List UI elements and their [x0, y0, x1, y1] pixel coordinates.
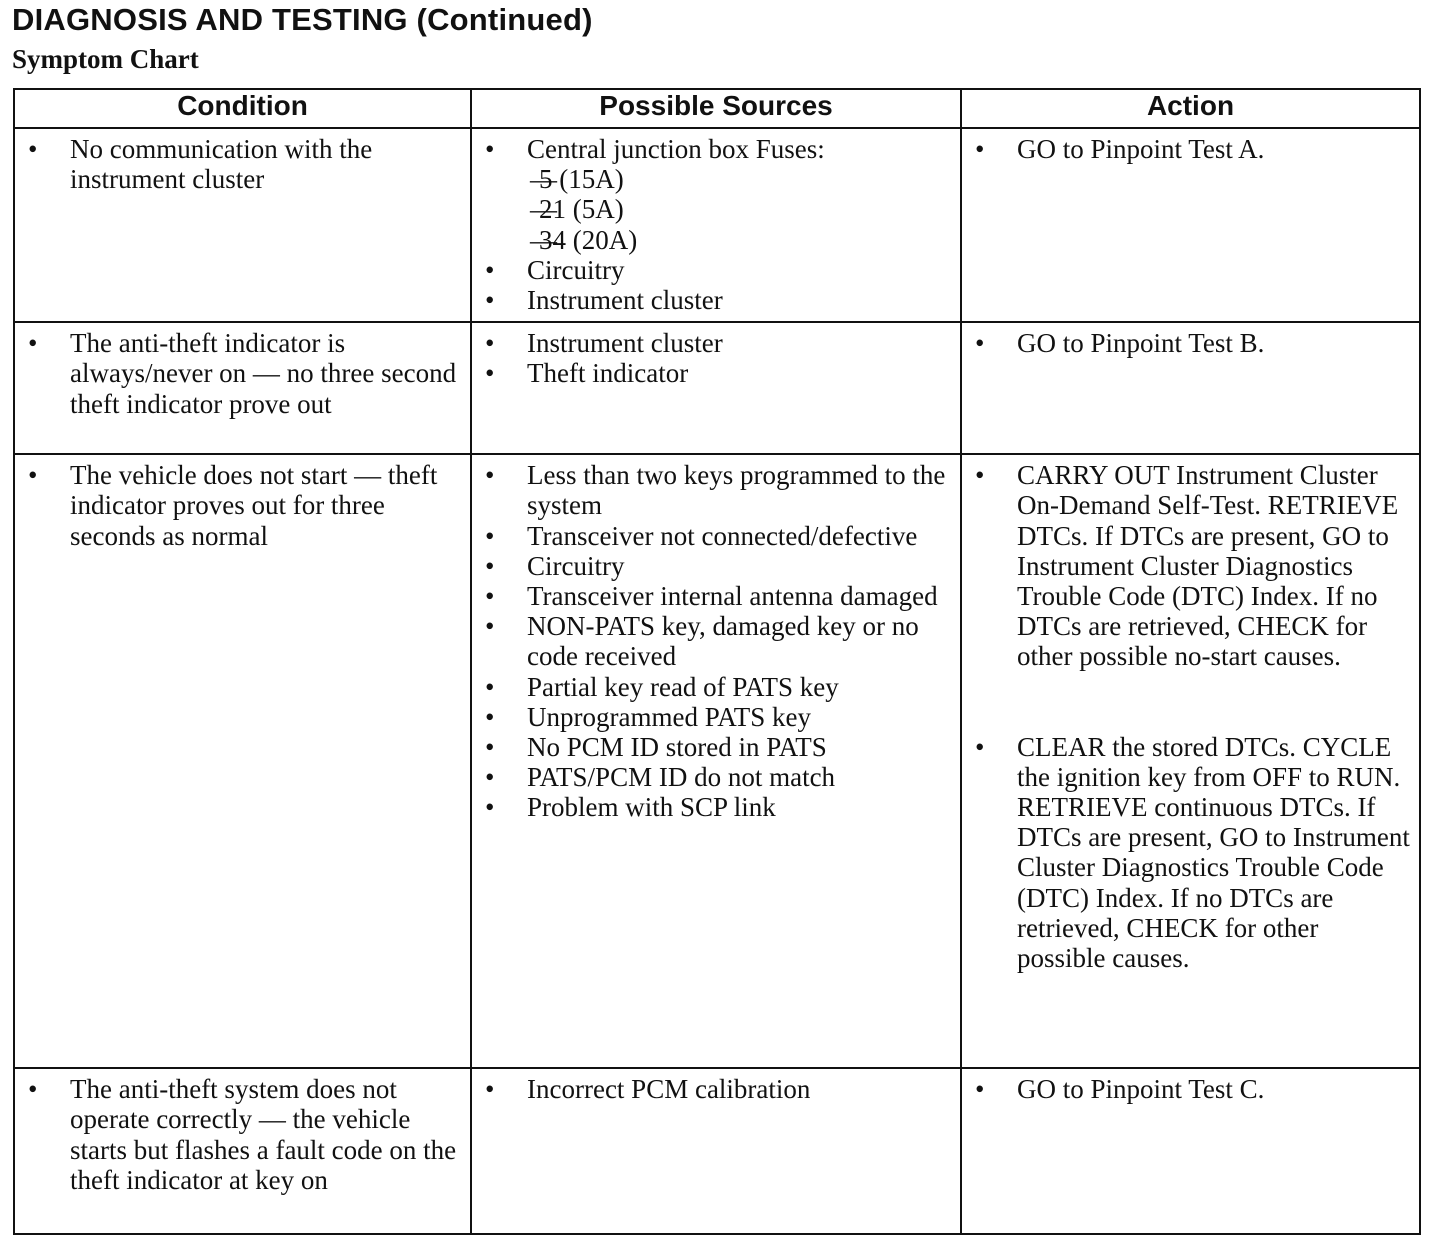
source-item: • Transceiver not connected/defective: [472, 521, 952, 551]
condition-cell: [14, 454, 471, 1068]
sources-cell: [471, 128, 961, 322]
condition-text: • The anti-theft system does not operate correctly — the vehicle starts but flashes a fault code on the theft indicator at key on: [15, 1074, 462, 1195]
fuse-item: — 21 (5A): [472, 194, 952, 224]
action-cell: [961, 454, 1420, 1068]
source-item: • Less than two keys programmed to the system: [472, 460, 952, 520]
source-item: • Unprogrammed PATS key: [472, 702, 952, 732]
action-cell: [961, 128, 1420, 322]
fuse-item: — 5 (15A): [472, 164, 952, 194]
table-row: [14, 322, 1420, 454]
source-item: • No PCM ID stored in PATS: [472, 732, 952, 762]
source-item: • Problem with SCP link: [472, 792, 952, 822]
action-item: • CARRY OUT Instrument Cluster On-Demand Self-Test. RETRIEVE DTCs. If DTCs are present, GO to Instrument Cluster Diagnostics Trouble Code (DTC) Index. If no DTCs are retrieved, CHECK for other possible no-start causes.: [962, 460, 1411, 671]
column-header-possible-sources: Possible Sources: [471, 89, 961, 128]
source-item: • NON-PATS key, damaged key or no code received: [472, 611, 952, 671]
sources-cell: [471, 1068, 961, 1234]
action-cell: [961, 322, 1420, 454]
condition-cell: [14, 1068, 471, 1234]
column-header-condition: Condition: [14, 89, 471, 128]
source-item: • Instrument cluster: [472, 285, 952, 315]
action-item: • CLEAR the stored DTCs. CYCLE the ignition key from OFF to RUN. RETRIEVE continuous DTCs. If DTCs are present, GO to Instrument Cluster Diagnostics Trouble Code (DTC) Index. If no DTCs are retrieved, CHECK for other possible causes.: [962, 732, 1411, 974]
condition-cell: [14, 322, 471, 454]
source-item: • Incorrect PCM calibration: [472, 1074, 952, 1104]
source-item: • PATS/PCM ID do not match: [472, 762, 952, 792]
action-cell: [961, 1068, 1420, 1234]
source-item: • Theft indicator: [472, 358, 952, 388]
symptom-chart-table: [13, 88, 1421, 1235]
condition-text: • No communication with the instrument cluster: [15, 134, 462, 194]
source-item: [472, 134, 952, 255]
condition-text: • The anti-theft indicator is always/never on — no three second theft indicator prove out: [15, 328, 462, 419]
action-item: • GO to Pinpoint Test B.: [962, 328, 1411, 358]
source-item: • Instrument cluster: [472, 328, 952, 358]
source-text: Central junction box Fuses:: [527, 134, 825, 164]
page-heading: DIAGNOSIS AND TESTING (Continued): [12, 2, 593, 37]
fuse-item: — 34 (20A): [472, 225, 952, 255]
source-item: • Circuitry: [472, 551, 952, 581]
table-header-row: [14, 89, 1420, 128]
action-spacer: [962, 672, 1411, 732]
source-item: • Partial key read of PATS key: [472, 672, 952, 702]
sources-cell: [471, 322, 961, 454]
column-header-action: Action: [961, 89, 1420, 128]
table-row: [14, 128, 1420, 322]
condition-text: • The vehicle does not start — theft indicator proves out for three seconds as normal: [15, 460, 462, 551]
table-row: [14, 454, 1420, 1068]
section-title: Symptom Chart: [12, 44, 199, 74]
sources-cell: [471, 454, 961, 1068]
action-item: • GO to Pinpoint Test A.: [962, 134, 1411, 164]
source-item: • Transceiver internal antenna damaged: [472, 581, 952, 611]
condition-cell: [14, 128, 471, 322]
action-item: • GO to Pinpoint Test C.: [962, 1074, 1411, 1104]
source-item: • Circuitry: [472, 255, 952, 285]
table-row: [14, 1068, 1420, 1234]
